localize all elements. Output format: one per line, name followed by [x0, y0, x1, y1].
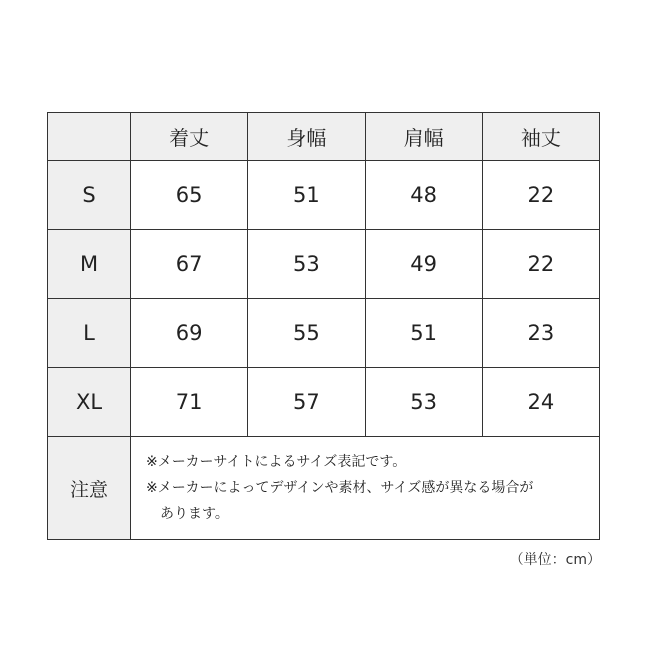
- table-cell: 55: [248, 299, 365, 368]
- note-line: ※メーカーサイトによるサイズ表記です。: [146, 454, 407, 470]
- table-row: [48, 299, 600, 368]
- table-cell: 65: [131, 161, 248, 230]
- table-cell: 69: [131, 299, 248, 368]
- notes-row: [48, 437, 600, 540]
- table-cell: 22: [482, 161, 599, 230]
- note-line: ※メーカーによってデザインや素材、サイズ感が異なる場合が: [146, 480, 534, 496]
- table-cell: 22: [482, 230, 599, 299]
- table-cell: 51: [365, 299, 482, 368]
- notes-label: 注意: [48, 437, 131, 540]
- table-cell: 57: [248, 368, 365, 437]
- notes-text: [131, 437, 600, 540]
- header-width: 身幅: [248, 113, 365, 161]
- header-length: 着丈: [131, 113, 248, 161]
- size-label: S: [48, 161, 131, 230]
- corner-cell: [48, 113, 131, 161]
- table-cell: 49: [365, 230, 482, 299]
- table-row: [48, 161, 600, 230]
- size-label: M: [48, 230, 131, 299]
- header-sleeve: 袖丈: [482, 113, 599, 161]
- table-cell: 71: [131, 368, 248, 437]
- size-chart-table: [47, 112, 600, 540]
- size-label: XL: [48, 368, 131, 437]
- table-row: [48, 368, 600, 437]
- table-row: [48, 230, 600, 299]
- table-cell: 53: [365, 368, 482, 437]
- table-cell: 48: [365, 161, 482, 230]
- table-cell: 51: [248, 161, 365, 230]
- size-label: L: [48, 299, 131, 368]
- unit-label: （単位：cm）: [509, 552, 601, 568]
- table-cell: 67: [131, 230, 248, 299]
- note-line: あります。: [160, 506, 229, 522]
- table-cell: 24: [482, 368, 599, 437]
- table-cell: 23: [482, 299, 599, 368]
- header-row: [48, 113, 600, 161]
- table-cell: 53: [248, 230, 365, 299]
- header-shoulder: 肩幅: [365, 113, 482, 161]
